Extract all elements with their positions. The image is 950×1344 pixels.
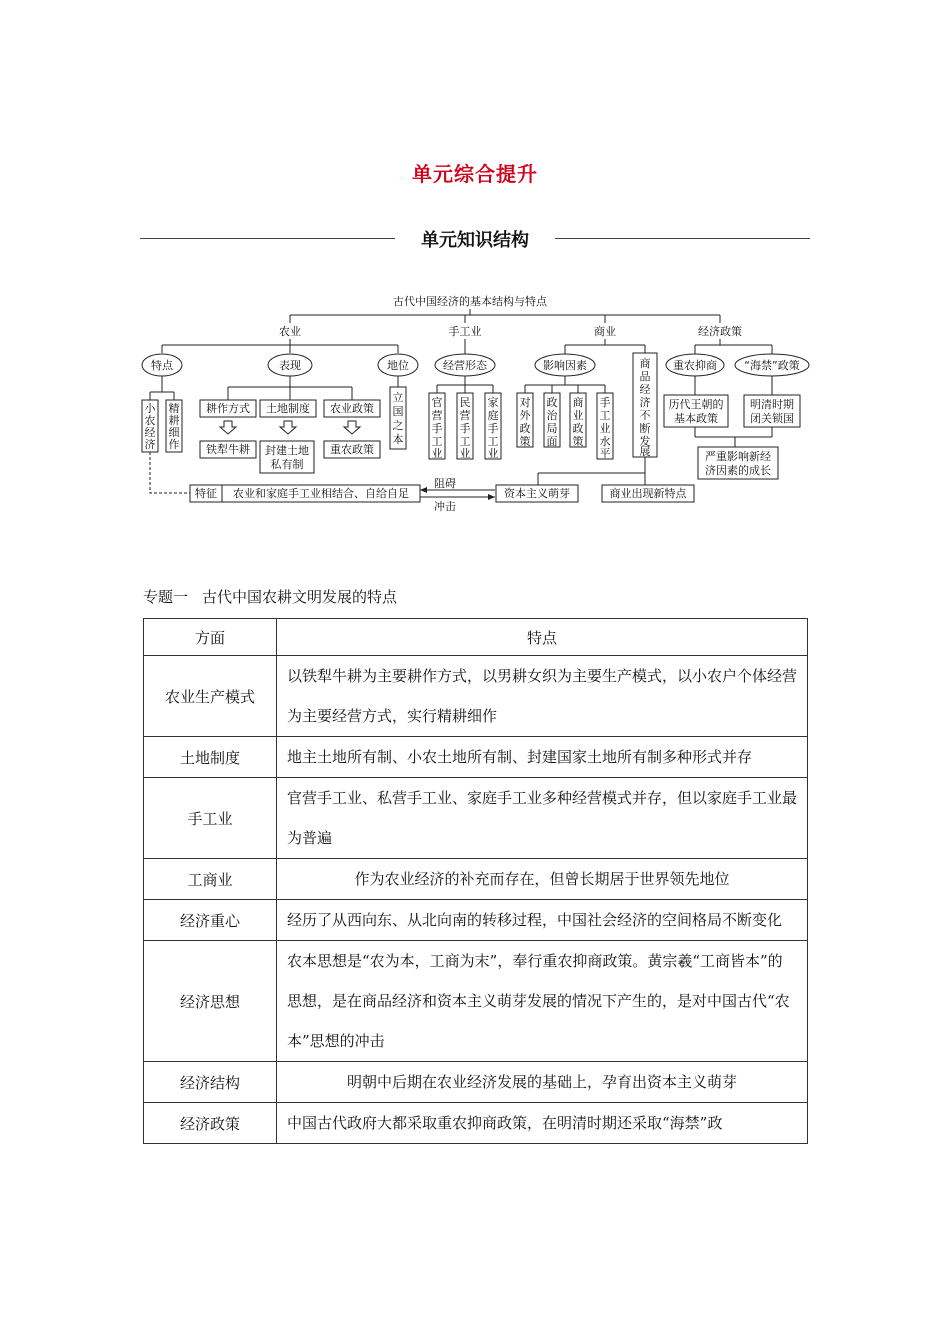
row-aspect: 工商业 [144, 859, 277, 900]
branch-handicraft: 手工业 [448, 325, 482, 338]
table-row [144, 778, 808, 859]
ag-trait-intensive: 精耕细作 [168, 402, 180, 451]
table-row [144, 656, 808, 737]
feature-text: 农业和家庭手工业相结合、自给自足 [233, 487, 409, 500]
label-hinder: 阻碍 [434, 477, 456, 490]
com-factor-commerce-policy: 商业政策 [572, 396, 584, 448]
hc-official: 官营手工业 [431, 396, 443, 460]
arrow-head-icon [420, 487, 427, 493]
com-factor-politics: 政治局面 [546, 396, 558, 448]
com-commodity-economy: 商品经济不断发展 [639, 357, 651, 458]
table-row [144, 941, 808, 1062]
branch-policy: 经济政策 [698, 325, 742, 338]
pol-basic-policy: 历代王朝的基本政策 [668, 398, 724, 425]
row-aspect: 经济政策 [144, 1103, 277, 1144]
ag-form-land-system: 土地制度 [266, 402, 310, 415]
com-factor-foreign-policy: 对外政策 [519, 396, 531, 448]
row-content: 以铁犁牛耕为主要耕作方式，以男耕女织为主要生产模式，以小农户个体经营为主要经营方式，实行精耕细作 [277, 656, 808, 737]
hc-private: 民营手工业 [459, 396, 471, 460]
ag-trait-small-farming: 小农经济 [144, 402, 156, 451]
table-row [144, 1103, 808, 1144]
row-content: 明朝中后期在农业经济发展的基础上，孕育出资本主义萌芽 [277, 1062, 808, 1103]
table-row [144, 900, 808, 941]
table-row [144, 737, 808, 778]
table-row [144, 859, 808, 900]
diagram-root: 古代中国经济的基本结构与特点 [393, 295, 547, 308]
ag-status-foundation: 立国之本 [392, 391, 404, 446]
commerce-new-features: 商业出现新特点 [609, 487, 687, 500]
header-aspect: 方面 [144, 619, 277, 656]
hc-family: 家庭手工业 [487, 396, 499, 460]
row-aspect: 经济结构 [144, 1062, 277, 1103]
page-title: 单元综合提升 [412, 162, 538, 186]
row-aspect: 经济重心 [144, 900, 277, 941]
pol-effect: 严重影响新经济因素的成长 [705, 450, 771, 477]
row-aspect: 农业生产模式 [144, 656, 277, 737]
capitalism-sprouts: 资本主义萌芽 [504, 487, 570, 500]
row-content: 官营手工业、私营手工业、家庭手工业多种经营模式并存，但以家庭手工业最为普遍 [277, 778, 808, 859]
ag-result-iron-plough: 铁犁牛耕 [206, 443, 250, 456]
label-impact: 冲击 [434, 500, 456, 513]
row-aspect: 经济思想 [144, 941, 277, 1062]
row-aspect: 手工业 [144, 778, 277, 859]
arrow-head-icon [488, 494, 495, 500]
com-factor-handicraft-level: 手工业水平 [599, 396, 611, 460]
ag-sub-status: 地位 [387, 359, 409, 372]
row-content: 地主土地所有制、小农土地所有制、封建国家土地所有制多种形式并存 [277, 737, 808, 778]
pol-closed-door: 明清时期闭关锁国 [750, 398, 794, 425]
down-arrow-icon [280, 421, 296, 434]
ag-form-farming-method: 耕作方式 [206, 402, 250, 415]
hc-sub-forms: 经营形态 [443, 359, 487, 372]
subject-number: 专题一 [143, 588, 189, 606]
features-table [143, 618, 808, 1144]
ag-sub-traits: 特点 [151, 359, 173, 372]
com-sub-factors: 影响因素 [543, 359, 587, 372]
down-arrow-icon [220, 421, 236, 434]
down-arrow-icon [344, 421, 360, 434]
row-aspect: 土地制度 [144, 737, 277, 778]
pol-sub-sea-ban: “海禁”政策 [744, 359, 800, 372]
branch-agriculture: 农业 [279, 325, 301, 338]
branch-commerce: 商业 [594, 325, 616, 338]
row-content: 经历了从西向东、从北向南的转移过程，中国社会经济的空间格局不断变化 [277, 900, 808, 941]
subject-title: 古代中国农耕文明发展的特点 [202, 588, 398, 606]
row-content: 中国古代政府大都采取重农抑商政策，在明清时期还采取“海禁”政 [277, 1103, 808, 1144]
row-content: 农本思想是“农为本，工商为末”，奉行重农抑商政策。黄宗羲“工商皆本”的思想，是在商品经济和资本主义萌芽发展的情况下产生的，是对中国古代“农本”思想的冲击 [277, 941, 808, 1062]
section-title: 单元知识结构 [421, 230, 529, 251]
ag-result-agri-policy: 重农政策 [330, 443, 374, 456]
ag-sub-forms: 表现 [279, 359, 301, 372]
knowledge-structure-diagram [140, 285, 820, 515]
feature-label: 特征 [195, 487, 217, 500]
subject-heading [143, 586, 411, 607]
table-header-row [144, 619, 808, 656]
pol-sub-agri-first: 重农抑商 [673, 359, 717, 372]
ag-form-policy: 农业政策 [330, 402, 374, 415]
header-features: 特点 [277, 619, 808, 656]
row-content: 作为农业经济的补充而存在，但曾长期居于世界领先地位 [277, 859, 808, 900]
ag-result-land-private: 封建土地私有制 [265, 444, 309, 471]
table-row [144, 1062, 808, 1103]
